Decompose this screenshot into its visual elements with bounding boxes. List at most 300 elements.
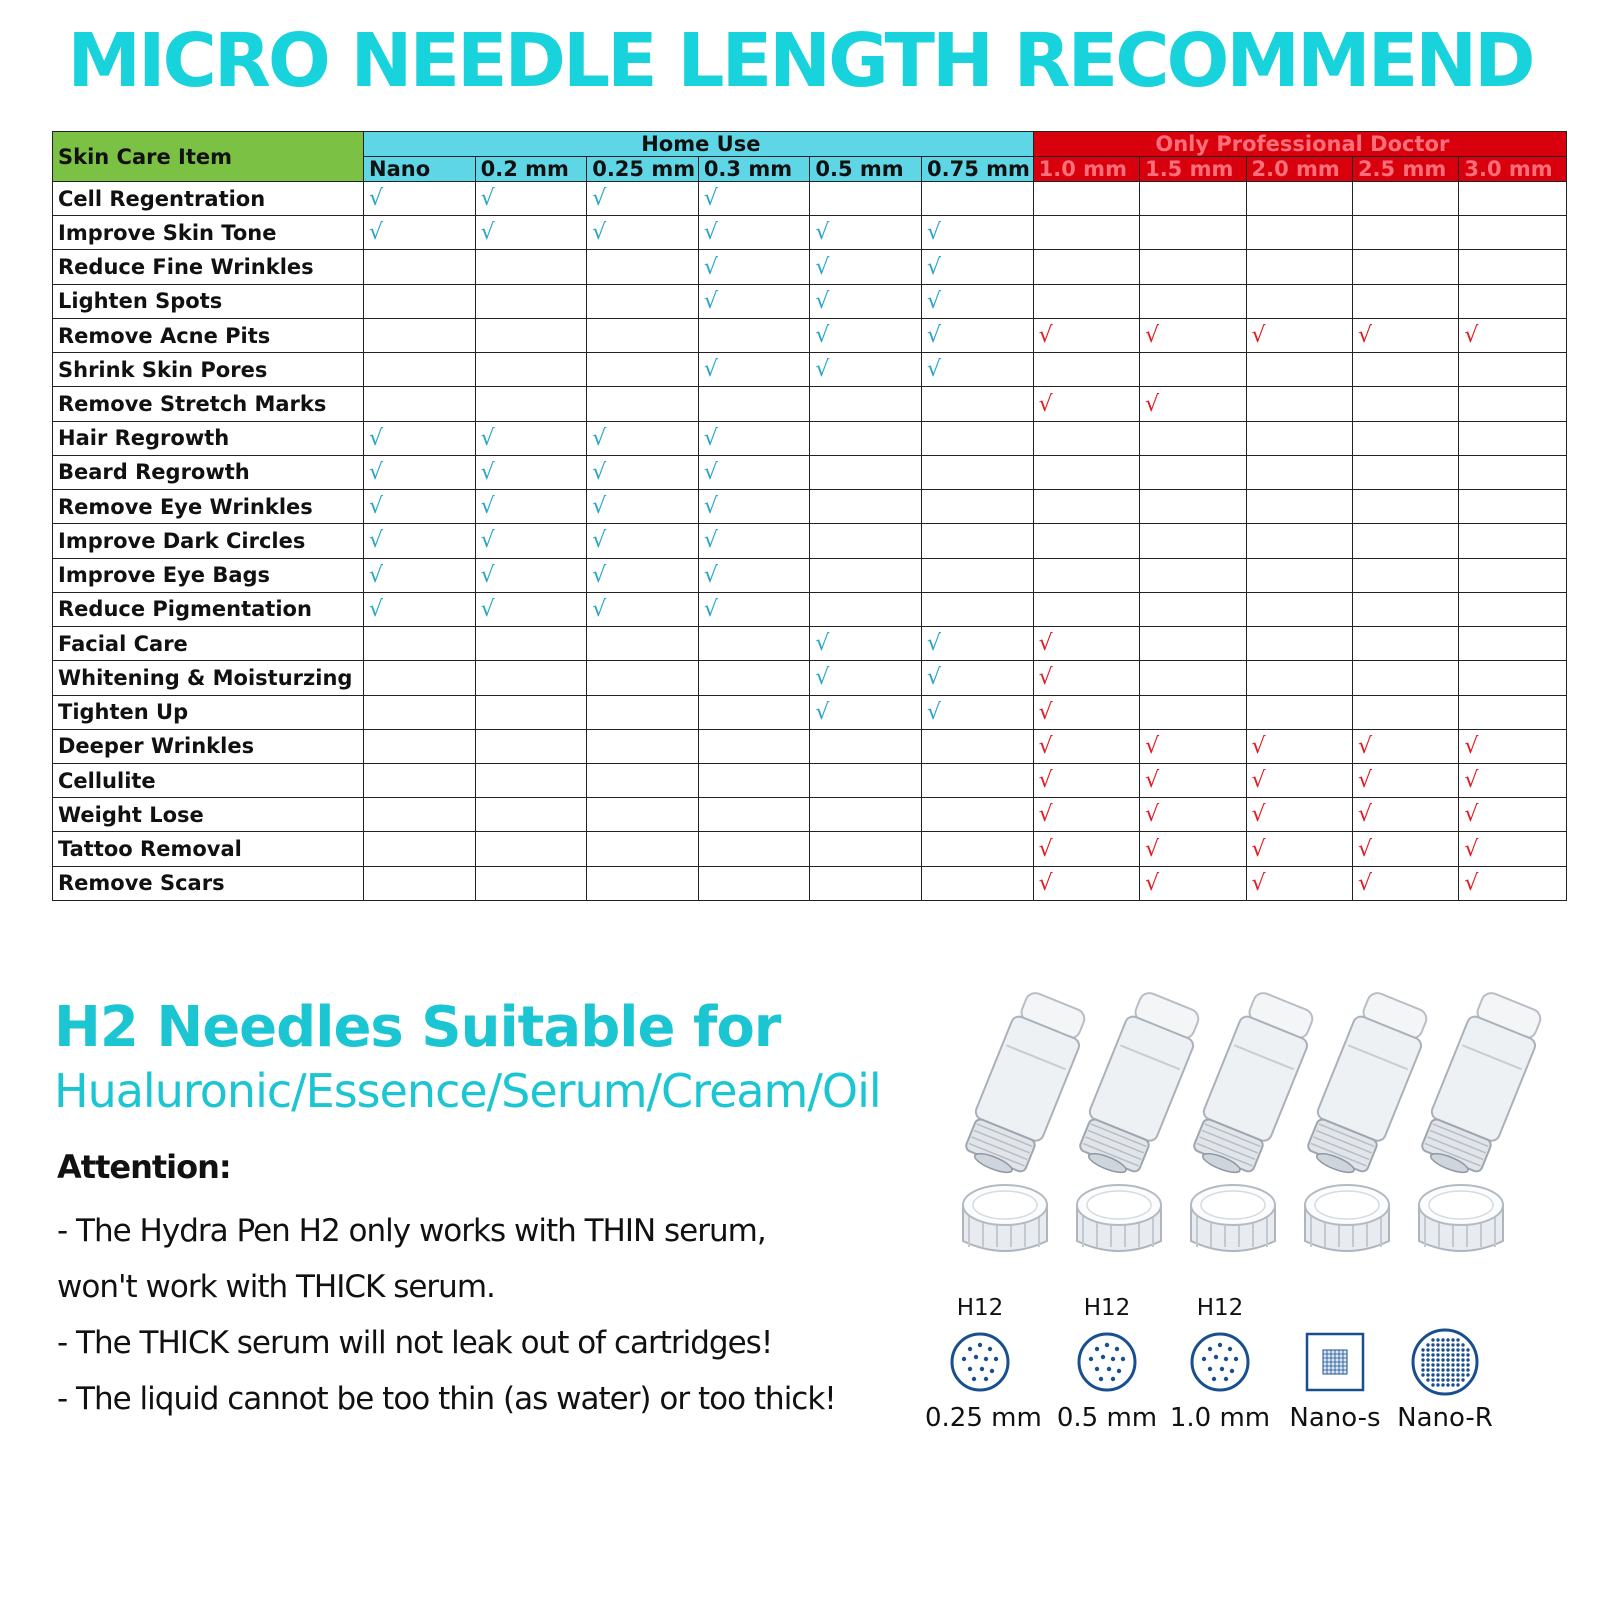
check-mark-icon: √ bbox=[369, 425, 384, 451]
h12-dots-icon bbox=[942, 1327, 1018, 1397]
home-cell bbox=[587, 216, 699, 250]
check-mark-icon: √ bbox=[927, 699, 942, 725]
check-mark-icon: √ bbox=[815, 357, 830, 383]
home-cell bbox=[698, 455, 810, 489]
home-cell bbox=[587, 763, 699, 797]
home-cell bbox=[922, 353, 1034, 387]
pro-cell bbox=[1140, 661, 1246, 695]
pro-cell bbox=[1246, 558, 1352, 592]
pro-cell bbox=[1033, 729, 1139, 763]
pro-cell bbox=[1140, 353, 1246, 387]
pro-cell bbox=[1140, 421, 1246, 455]
home-cell bbox=[475, 524, 587, 558]
pro-cell bbox=[1246, 832, 1352, 866]
home-cell bbox=[587, 387, 699, 421]
home-cell bbox=[810, 490, 922, 524]
home-cell bbox=[587, 592, 699, 626]
cartridge-image bbox=[1416, 985, 1546, 1180]
check-mark-icon: √ bbox=[1464, 733, 1479, 759]
check-mark-icon: √ bbox=[1038, 733, 1053, 759]
check-mark-icon: √ bbox=[592, 425, 607, 451]
skin-care-item-label: Remove Eye Wrinkles bbox=[53, 490, 364, 524]
column-header-home-size: 0.3 mm bbox=[698, 157, 810, 182]
column-header-home-size: 0.5 mm bbox=[810, 157, 922, 182]
check-mark-icon: √ bbox=[480, 186, 495, 212]
home-cell bbox=[587, 661, 699, 695]
pro-cell bbox=[1140, 455, 1246, 489]
pro-cell bbox=[1246, 524, 1352, 558]
cap-image bbox=[955, 1175, 1055, 1270]
check-mark-icon: √ bbox=[369, 528, 384, 554]
pro-cell bbox=[1352, 729, 1458, 763]
pro-cell bbox=[1033, 695, 1139, 729]
table-row bbox=[53, 387, 1567, 421]
check-mark-icon: √ bbox=[1251, 836, 1266, 862]
attention-line: - The liquid cannot be too thin (as water) or too thick! bbox=[57, 1381, 836, 1417]
check-mark-icon: √ bbox=[1145, 323, 1160, 349]
check-mark-icon: √ bbox=[703, 254, 718, 280]
table-row bbox=[53, 866, 1567, 900]
table-row bbox=[53, 661, 1567, 695]
cap-image bbox=[1297, 1175, 1397, 1270]
skin-care-item-label: Beard Regrowth bbox=[53, 455, 364, 489]
pro-cell bbox=[1246, 798, 1352, 832]
skin-care-item-label: Hair Regrowth bbox=[53, 421, 364, 455]
home-cell bbox=[698, 866, 810, 900]
check-mark-icon: √ bbox=[369, 596, 384, 622]
attention-line: - The Hydra Pen H2 only works with THIN serum, bbox=[57, 1213, 766, 1249]
check-mark-icon: √ bbox=[927, 631, 942, 657]
pro-cell bbox=[1246, 318, 1352, 352]
pro-cell bbox=[1459, 284, 1567, 318]
column-header-pro-size: 2.5 mm bbox=[1352, 157, 1458, 182]
check-mark-icon: √ bbox=[480, 528, 495, 554]
column-header-home-size: 0.2 mm bbox=[475, 157, 587, 182]
check-mark-icon: √ bbox=[1251, 802, 1266, 828]
home-cell bbox=[810, 627, 922, 661]
home-cell bbox=[587, 250, 699, 284]
table-header-row-groups bbox=[53, 132, 1567, 157]
skin-care-item-label: Shrink Skin Pores bbox=[53, 353, 364, 387]
home-cell bbox=[364, 695, 476, 729]
check-mark-icon: √ bbox=[369, 494, 384, 520]
check-mark-icon: √ bbox=[1357, 836, 1372, 862]
table-row bbox=[53, 524, 1567, 558]
skin-care-item-label: Cell Regentration bbox=[53, 182, 364, 216]
home-cell bbox=[698, 695, 810, 729]
home-cell bbox=[698, 729, 810, 763]
needle-type-label bbox=[1390, 1293, 1500, 1323]
home-cell bbox=[364, 627, 476, 661]
home-cell bbox=[587, 284, 699, 318]
pro-cell bbox=[1140, 250, 1246, 284]
pro-cell bbox=[1352, 318, 1458, 352]
skin-care-item-label: Improve Eye Bags bbox=[53, 558, 364, 592]
check-mark-icon: √ bbox=[815, 288, 830, 314]
column-header-home-size: 0.75 mm bbox=[922, 157, 1034, 182]
check-mark-icon: √ bbox=[1251, 870, 1266, 896]
home-cell bbox=[922, 627, 1034, 661]
skin-care-item-label: Improve Skin Tone bbox=[53, 216, 364, 250]
pro-cell bbox=[1033, 353, 1139, 387]
home-cell bbox=[364, 318, 476, 352]
cap-image bbox=[1183, 1175, 1283, 1270]
check-mark-icon: √ bbox=[592, 528, 607, 554]
check-mark-icon: √ bbox=[1145, 802, 1160, 828]
home-cell bbox=[364, 421, 476, 455]
home-cell bbox=[922, 387, 1034, 421]
check-mark-icon: √ bbox=[369, 562, 384, 588]
column-header-pro-size: 3.0 mm bbox=[1459, 157, 1567, 182]
check-mark-icon: √ bbox=[703, 425, 718, 451]
check-mark-icon: √ bbox=[1464, 870, 1479, 896]
home-cell bbox=[698, 353, 810, 387]
table-row bbox=[53, 558, 1567, 592]
skin-care-item-label: Tattoo Removal bbox=[53, 832, 364, 866]
pro-cell bbox=[1352, 798, 1458, 832]
home-cell bbox=[810, 661, 922, 695]
home-cell bbox=[364, 798, 476, 832]
check-mark-icon: √ bbox=[703, 459, 718, 485]
pro-cell bbox=[1352, 250, 1458, 284]
pro-cell bbox=[1033, 455, 1139, 489]
check-mark-icon: √ bbox=[927, 357, 942, 383]
pro-cell bbox=[1352, 524, 1458, 558]
home-cell bbox=[475, 318, 587, 352]
pro-cell bbox=[1140, 216, 1246, 250]
home-cell bbox=[698, 524, 810, 558]
needle-type-label: H12 bbox=[1196, 1295, 1244, 1321]
home-cell bbox=[922, 832, 1034, 866]
pro-cell bbox=[1033, 182, 1139, 216]
table-row bbox=[53, 250, 1567, 284]
home-cell bbox=[922, 182, 1034, 216]
check-mark-icon: √ bbox=[1038, 802, 1053, 828]
home-cell bbox=[364, 216, 476, 250]
pro-cell bbox=[1140, 627, 1246, 661]
pro-cell bbox=[1246, 387, 1352, 421]
pro-cell bbox=[1352, 763, 1458, 797]
home-cell bbox=[364, 524, 476, 558]
home-cell bbox=[364, 250, 476, 284]
check-mark-icon: √ bbox=[815, 254, 830, 280]
check-mark-icon: √ bbox=[592, 562, 607, 588]
nano-square-icon bbox=[1297, 1327, 1373, 1397]
home-cell bbox=[475, 284, 587, 318]
pro-cell bbox=[1246, 490, 1352, 524]
pro-cell bbox=[1352, 387, 1458, 421]
home-cell bbox=[810, 558, 922, 592]
home-cell bbox=[364, 353, 476, 387]
home-cell bbox=[922, 558, 1034, 592]
check-mark-icon: √ bbox=[480, 562, 495, 588]
pro-cell bbox=[1352, 421, 1458, 455]
home-cell bbox=[364, 182, 476, 216]
table-row bbox=[53, 592, 1567, 626]
check-mark-icon: √ bbox=[1145, 836, 1160, 862]
check-mark-icon: √ bbox=[1038, 391, 1053, 417]
pro-cell bbox=[1246, 250, 1352, 284]
table-row bbox=[53, 695, 1567, 729]
check-mark-icon: √ bbox=[703, 596, 718, 622]
home-cell bbox=[810, 592, 922, 626]
home-cell bbox=[810, 387, 922, 421]
product-illustration bbox=[925, 995, 1580, 1465]
pro-cell bbox=[1140, 387, 1246, 421]
pro-cell bbox=[1246, 353, 1352, 387]
table-row bbox=[53, 318, 1567, 352]
pro-cell bbox=[1033, 558, 1139, 592]
pro-cell bbox=[1140, 866, 1246, 900]
check-mark-icon: √ bbox=[1145, 733, 1160, 759]
home-cell bbox=[810, 250, 922, 284]
pro-cell bbox=[1033, 866, 1139, 900]
pro-cell bbox=[1033, 832, 1139, 866]
attention-line: won't work with THICK serum. bbox=[57, 1269, 495, 1305]
home-cell bbox=[475, 627, 587, 661]
check-mark-icon: √ bbox=[1251, 323, 1266, 349]
page-title: MICRO NEEDLE LENGTH RECOMMEND bbox=[67, 18, 1533, 104]
pro-cell bbox=[1352, 182, 1458, 216]
check-mark-icon: √ bbox=[927, 665, 942, 691]
home-cell bbox=[475, 798, 587, 832]
home-cell bbox=[364, 592, 476, 626]
home-cell bbox=[922, 216, 1034, 250]
home-cell bbox=[922, 592, 1034, 626]
pro-cell bbox=[1033, 250, 1139, 284]
pro-cell bbox=[1033, 421, 1139, 455]
needle-size-label: Nano-R bbox=[1397, 1403, 1493, 1433]
check-mark-icon: √ bbox=[1357, 323, 1372, 349]
home-cell bbox=[698, 627, 810, 661]
pro-cell bbox=[1352, 866, 1458, 900]
table-row bbox=[53, 353, 1567, 387]
check-mark-icon: √ bbox=[1038, 870, 1053, 896]
home-cell bbox=[364, 284, 476, 318]
check-mark-icon: √ bbox=[369, 459, 384, 485]
needle-size-label: 0.25 mm bbox=[925, 1403, 1042, 1433]
check-mark-icon: √ bbox=[1038, 631, 1053, 657]
check-mark-icon: √ bbox=[815, 699, 830, 725]
pro-cell bbox=[1459, 798, 1567, 832]
home-cell bbox=[475, 729, 587, 763]
pro-cell bbox=[1459, 216, 1567, 250]
check-mark-icon: √ bbox=[480, 425, 495, 451]
skin-care-item-label: Facial Care bbox=[53, 627, 364, 661]
check-mark-icon: √ bbox=[1145, 768, 1160, 794]
home-cell bbox=[698, 832, 810, 866]
needle-type-item bbox=[925, 1293, 1042, 1433]
home-cell bbox=[810, 182, 922, 216]
column-header-home-size: Nano bbox=[364, 157, 476, 182]
skin-care-item-label: Improve Dark Circles bbox=[53, 524, 364, 558]
check-mark-icon: √ bbox=[703, 357, 718, 383]
check-mark-icon: √ bbox=[1464, 802, 1479, 828]
skin-care-item-label: Weight Lose bbox=[53, 798, 364, 832]
pro-cell bbox=[1246, 763, 1352, 797]
home-cell bbox=[475, 250, 587, 284]
needle-type-item bbox=[1165, 1293, 1275, 1433]
home-cell bbox=[587, 455, 699, 489]
home-cell bbox=[364, 832, 476, 866]
column-header-pro-size: 1.0 mm bbox=[1033, 157, 1139, 182]
check-mark-icon: √ bbox=[815, 631, 830, 657]
pro-cell bbox=[1352, 627, 1458, 661]
pro-cell bbox=[1459, 695, 1567, 729]
table-row bbox=[53, 763, 1567, 797]
pro-cell bbox=[1140, 524, 1246, 558]
pro-cell bbox=[1033, 216, 1139, 250]
home-cell bbox=[922, 866, 1034, 900]
check-mark-icon: √ bbox=[1464, 836, 1479, 862]
home-cell bbox=[698, 490, 810, 524]
home-cell bbox=[810, 421, 922, 455]
check-mark-icon: √ bbox=[815, 665, 830, 691]
pro-cell bbox=[1246, 421, 1352, 455]
pro-cell bbox=[1352, 284, 1458, 318]
pro-cell bbox=[1459, 387, 1567, 421]
pro-cell bbox=[1140, 592, 1246, 626]
column-header-pro-size: 1.5 mm bbox=[1140, 157, 1246, 182]
pro-cell bbox=[1459, 729, 1567, 763]
home-cell bbox=[922, 524, 1034, 558]
pro-cell bbox=[1246, 627, 1352, 661]
skin-care-item-label: Remove Acne Pits bbox=[53, 318, 364, 352]
pro-cell bbox=[1246, 661, 1352, 695]
check-mark-icon: √ bbox=[1251, 733, 1266, 759]
check-mark-icon: √ bbox=[1038, 699, 1053, 725]
home-cell bbox=[587, 182, 699, 216]
table-row bbox=[53, 490, 1567, 524]
check-mark-icon: √ bbox=[703, 220, 718, 246]
home-cell bbox=[698, 661, 810, 695]
pro-cell bbox=[1246, 182, 1352, 216]
home-cell bbox=[587, 558, 699, 592]
check-mark-icon: √ bbox=[480, 220, 495, 246]
needle-type-label bbox=[1280, 1293, 1390, 1323]
table-row bbox=[53, 627, 1567, 661]
column-group-professional: Only Professional Doctor bbox=[1033, 132, 1566, 157]
pro-cell bbox=[1140, 182, 1246, 216]
pro-cell bbox=[1352, 695, 1458, 729]
pro-cell bbox=[1140, 695, 1246, 729]
pro-cell bbox=[1033, 798, 1139, 832]
needle-type-item bbox=[1390, 1293, 1500, 1433]
check-mark-icon: √ bbox=[369, 220, 384, 246]
home-cell bbox=[922, 798, 1034, 832]
pro-cell bbox=[1246, 592, 1352, 626]
pro-cell bbox=[1140, 318, 1246, 352]
home-cell bbox=[810, 763, 922, 797]
attention-notes bbox=[57, 1203, 937, 1427]
home-cell bbox=[364, 455, 476, 489]
skin-care-item-label: Lighten Spots bbox=[53, 284, 364, 318]
home-cell bbox=[922, 661, 1034, 695]
home-cell bbox=[922, 763, 1034, 797]
skin-care-item-label: Tighten Up bbox=[53, 695, 364, 729]
pro-cell bbox=[1140, 832, 1246, 866]
table-row bbox=[53, 182, 1567, 216]
home-cell bbox=[587, 729, 699, 763]
pro-cell bbox=[1033, 524, 1139, 558]
home-cell bbox=[922, 421, 1034, 455]
pro-cell bbox=[1352, 353, 1458, 387]
pro-cell bbox=[1459, 627, 1567, 661]
home-cell bbox=[922, 490, 1034, 524]
home-cell bbox=[364, 661, 476, 695]
home-cell bbox=[922, 318, 1034, 352]
skin-care-item-label: Remove Stretch Marks bbox=[53, 387, 364, 421]
pro-cell bbox=[1352, 592, 1458, 626]
home-cell bbox=[810, 832, 922, 866]
check-mark-icon: √ bbox=[480, 596, 495, 622]
home-cell bbox=[922, 284, 1034, 318]
pro-cell bbox=[1033, 592, 1139, 626]
check-mark-icon: √ bbox=[703, 528, 718, 554]
needle-type-label: H12 bbox=[1083, 1295, 1131, 1321]
home-cell bbox=[698, 250, 810, 284]
pro-cell bbox=[1140, 763, 1246, 797]
check-mark-icon: √ bbox=[592, 596, 607, 622]
home-cell bbox=[364, 490, 476, 524]
home-cell bbox=[810, 866, 922, 900]
home-cell bbox=[364, 866, 476, 900]
home-cell bbox=[698, 558, 810, 592]
pro-cell bbox=[1459, 763, 1567, 797]
pro-cell bbox=[1033, 318, 1139, 352]
home-cell bbox=[475, 763, 587, 797]
check-mark-icon: √ bbox=[1038, 323, 1053, 349]
pro-cell bbox=[1246, 695, 1352, 729]
pro-cell bbox=[1459, 318, 1567, 352]
needle-type-item bbox=[1280, 1293, 1390, 1433]
pro-cell bbox=[1459, 661, 1567, 695]
needle-type-item bbox=[1052, 1293, 1162, 1433]
home-cell bbox=[475, 592, 587, 626]
pro-cell bbox=[1352, 558, 1458, 592]
check-mark-icon: √ bbox=[592, 494, 607, 520]
home-cell bbox=[587, 832, 699, 866]
home-cell bbox=[922, 455, 1034, 489]
home-cell bbox=[698, 421, 810, 455]
check-mark-icon: √ bbox=[592, 220, 607, 246]
pro-cell bbox=[1033, 661, 1139, 695]
check-mark-icon: √ bbox=[369, 186, 384, 212]
column-header-pro-size: 2.0 mm bbox=[1246, 157, 1352, 182]
home-cell bbox=[810, 216, 922, 250]
check-mark-icon: √ bbox=[1357, 870, 1372, 896]
home-cell bbox=[364, 387, 476, 421]
home-cell bbox=[810, 524, 922, 558]
check-mark-icon: √ bbox=[703, 494, 718, 520]
skin-care-item-label: Remove Scars bbox=[53, 866, 364, 900]
home-cell bbox=[475, 216, 587, 250]
column-group-home-use: Home Use bbox=[364, 132, 1034, 157]
pro-cell bbox=[1033, 284, 1139, 318]
check-mark-icon: √ bbox=[592, 459, 607, 485]
pro-cell bbox=[1140, 798, 1246, 832]
home-cell bbox=[698, 763, 810, 797]
table-row bbox=[53, 832, 1567, 866]
pro-cell bbox=[1246, 866, 1352, 900]
check-mark-icon: √ bbox=[1038, 768, 1053, 794]
check-mark-icon: √ bbox=[1464, 768, 1479, 794]
home-cell bbox=[587, 866, 699, 900]
cap-image bbox=[1411, 1175, 1511, 1270]
pro-cell bbox=[1459, 832, 1567, 866]
home-cell bbox=[364, 729, 476, 763]
home-cell bbox=[475, 387, 587, 421]
